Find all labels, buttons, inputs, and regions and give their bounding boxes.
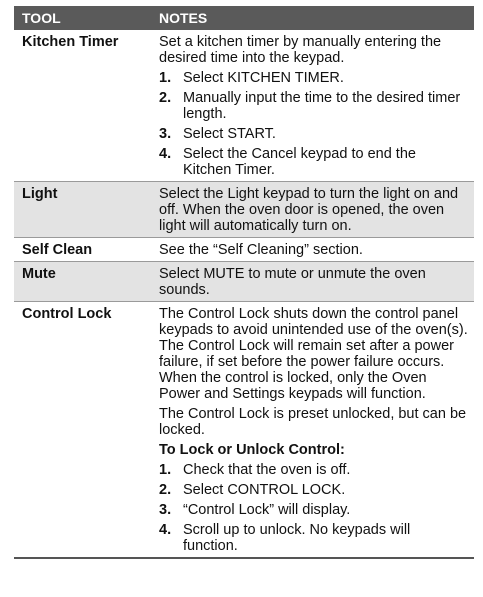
table-row-light <box>14 182 474 238</box>
list-item <box>159 90 468 122</box>
list-item <box>159 522 468 554</box>
table-row-mute <box>14 262 474 302</box>
notes-subheading: To Lock or Unlock Control: <box>159 442 345 458</box>
tool-name: Light <box>22 186 58 202</box>
header-tool: TOOL <box>22 10 61 26</box>
step-number: 1. <box>159 70 172 86</box>
list-item <box>159 482 468 498</box>
notes-text: The Control Lock shuts down the control panel keypads to avoid unintended use of the oven(s). The Control Lock will remain set after a power failure, if set before the power failure occurs. When the control is locked, only the Oven Power and Settings keypads will function. <box>159 306 468 402</box>
list-item <box>159 502 468 518</box>
step-number: 3. <box>159 126 172 142</box>
step-number: 2. <box>159 90 172 106</box>
step-text: “Control Lock” will display. <box>183 502 351 518</box>
step-text: Select KITCHEN TIMER. <box>183 70 344 86</box>
step-number: 4. <box>159 522 172 538</box>
table-row-self-clean <box>14 238 474 262</box>
tool-notes <box>149 30 474 181</box>
step-text: Check that the oven is off. <box>183 462 351 478</box>
tool-name: Self Clean <box>22 242 93 258</box>
list-item <box>159 462 468 478</box>
notes-text: The Control Lock is preset unlocked, but can be locked. <box>159 406 467 438</box>
tool-notes <box>149 238 474 261</box>
tool-notes <box>149 302 474 557</box>
tool-notes <box>149 182 474 237</box>
tool-notes <box>149 262 474 301</box>
step-text: Select the Cancel keypad to end the Kitchen Timer. <box>183 146 416 178</box>
step-number: 3. <box>159 502 172 518</box>
list-item <box>159 146 468 178</box>
step-text: Select START. <box>183 126 276 142</box>
step-text: Manually input the time to the desired timer length. <box>183 90 461 122</box>
table-header <box>14 6 474 30</box>
notes-text: Set a kitchen timer by manually entering the desired time into the keypad. <box>159 34 442 66</box>
tools-table <box>14 6 474 559</box>
step-number: 4. <box>159 146 172 162</box>
list-item <box>159 126 468 142</box>
list-item <box>159 70 468 86</box>
notes-text: Select the Light keypad to turn the light on and off. When the oven door is opened, the oven light will automatically turn on. <box>159 186 459 234</box>
header-notes: NOTES <box>159 10 208 26</box>
step-text: Select CONTROL LOCK. <box>183 482 346 498</box>
tool-name: Mute <box>22 266 56 282</box>
table-row-control-lock <box>14 302 474 559</box>
steps-list <box>159 70 468 178</box>
tool-name: Control Lock <box>22 306 112 322</box>
notes-text: See the “Self Cleaning” section. <box>159 242 363 258</box>
step-number: 1. <box>159 462 172 478</box>
step-text: Scroll up to unlock. No keypads will function. <box>183 522 411 554</box>
steps-list <box>159 462 468 554</box>
tool-name: Kitchen Timer <box>22 34 119 50</box>
step-number: 2. <box>159 482 172 498</box>
notes-text: Select MUTE to mute or unmute the oven sounds. <box>159 266 426 298</box>
table-row-kitchen-timer <box>14 30 474 182</box>
